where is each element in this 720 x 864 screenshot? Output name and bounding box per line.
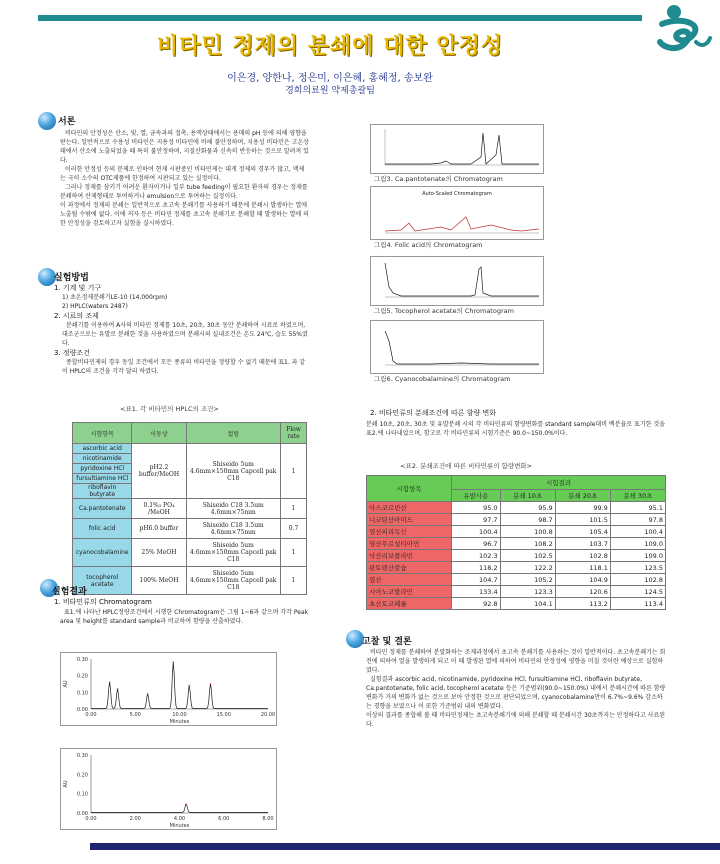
tocopherol-acetate-chromatogram bbox=[370, 256, 544, 306]
table2-value: 101.5 bbox=[555, 514, 610, 526]
fig6-caption: 그림6. Cyanocobalamine의 Chromatogram bbox=[374, 375, 511, 383]
table2-value: 92.8 bbox=[452, 598, 501, 610]
intro-p4: 이 과정에서 정제의 분쇄는 일반적으로 초고속 분쇄기를 사용하기 때문에 분쇄시 발생하는 열에 노출될 수밖에 없다. 이에 저자 등은 비타민 정제를 초고속 분쇄기로 분쇄할 때 발생하는 열에 의한 안정성을 검토하고자 실험을 실시하였다. bbox=[60, 202, 309, 227]
peak-marker bbox=[109, 682, 111, 684]
table1-column: Shiseido C18 3.5um 4.6mm×75mm bbox=[186, 519, 280, 539]
x-axis-label: Minutes bbox=[169, 823, 190, 829]
chromatogram-chart-1 bbox=[60, 652, 277, 726]
fig4-caption: 그림4. Folic acid의 Chromatogram bbox=[374, 241, 483, 249]
y-tick-label: 0.00 bbox=[76, 707, 88, 713]
table2-value: 100.4 bbox=[610, 526, 665, 538]
table2-subheader: 분쇄 10초 bbox=[500, 490, 555, 502]
table1-header: 이동상 bbox=[132, 423, 186, 444]
table2-value: 109.0 bbox=[610, 538, 665, 550]
table1-column: Shiseido 5um 4.6mm×150mm Capcell pak C18 bbox=[186, 444, 280, 499]
results-s2: 2. 비타민류의 분쇄조건에 따른 함량 변화 bbox=[370, 409, 496, 417]
fig4-inner-title: Auto-Scaled Chromatogram bbox=[422, 191, 492, 197]
peak-marker bbox=[188, 685, 190, 687]
fig5-caption: 그림5. Tocopherol acetate의 Chromatogram bbox=[374, 307, 514, 315]
table2-item: 시아노코발라민 bbox=[367, 586, 452, 598]
section-bullet-icon bbox=[38, 112, 56, 130]
y-tick-label: 0.20 bbox=[76, 772, 88, 779]
table2-value: 123.5 bbox=[610, 562, 665, 574]
table2-row bbox=[367, 598, 666, 610]
table2-item: 니코틴산아미드 bbox=[367, 514, 452, 526]
table1-mobile-phase: 100% MeOH bbox=[132, 567, 186, 595]
table2-group-header: 시험결과 bbox=[452, 476, 666, 490]
chromatogram-trace bbox=[91, 804, 268, 812]
table2-value: 123.3 bbox=[500, 586, 555, 598]
table1-flow: 1 bbox=[280, 444, 306, 499]
table1-mobile-phase: pH6.0 buffer bbox=[132, 519, 186, 539]
results-s2-text: 분쇄 10초, 20초, 30초 및 유발분쇄 시의 각 비타민류의 함량변화를 standard sample대비 백분율로 표기한 것을 표2.에 나타내었으며, 함고로 각 비타민류의 시험기준은 90.0~150.0%이다. bbox=[366, 421, 665, 437]
table1-mobile-phase: pH2.2 buffer/MeOH bbox=[132, 444, 186, 499]
table2-value: 95.0 bbox=[452, 502, 501, 514]
table1-column: Shiseido 5um 4.6mm×150mm Capcell pak C18 bbox=[186, 567, 280, 595]
table2-value: 118.2 bbox=[452, 562, 501, 574]
table2-item: 낙산리보플라빈 bbox=[367, 550, 452, 562]
x-tick-label: 0.00 bbox=[85, 712, 97, 718]
results-p: 표1.에 나타난 HPLC정량조건에서 시행한 Chromatogram은 그림 1~6과 같으며 각각 Peak area 및 height를 standard sample과 비교하여 함량을 산출하였다. bbox=[60, 609, 309, 625]
table2-row bbox=[367, 562, 666, 574]
table1-item: pyridoxine HCl bbox=[73, 464, 132, 474]
y-tick-label: 0.10 bbox=[76, 690, 88, 697]
table1-flow: 0.7 bbox=[280, 519, 306, 539]
table2-value: 124.5 bbox=[610, 586, 665, 598]
x-tick-label: 10.00 bbox=[172, 712, 187, 718]
conclusion-p3: 이상의 결과를 종합해 볼 때 비타민정제는 초고속분쇄기에 의해 분쇄할 때 분쇄시간 30초까지는 안정하다고 사료된다. bbox=[366, 712, 666, 728]
x-tick-label: 6.00 bbox=[218, 816, 230, 822]
x-tick-label: 5.00 bbox=[129, 712, 141, 718]
authors: 이은경, 양한나, 정은미, 이은혜, 홍혜정, 송보완 bbox=[227, 73, 433, 84]
content-change-table bbox=[366, 475, 666, 610]
conclusion-text bbox=[366, 648, 668, 729]
peak-marker bbox=[185, 804, 187, 806]
table1-header: Flow rate bbox=[280, 423, 306, 444]
table2-row bbox=[367, 526, 666, 538]
table2-value: 120.6 bbox=[555, 586, 610, 598]
y-tick-label: 0.30 bbox=[76, 657, 88, 663]
intro-text bbox=[60, 129, 310, 228]
table2-row bbox=[367, 574, 666, 586]
table2-caption: <표2. 분쇄조건에 따른 비타민류의 함량변화> bbox=[400, 462, 533, 470]
methods-s1b: 2) HPLC(waters 2487) bbox=[62, 303, 128, 310]
bottom-accent-bar bbox=[90, 843, 720, 850]
intro-p1: 비타민의 안정성은 산소, 빛, 열, 금속과의 접촉, 용액상태에서는 용매의 pH 등에 의해 영향을 받는다. 일반적으로 수용성 비타민은 지용성 비타민에 비해 불안정하며, 지용성 비타민은 고온상태에서 산소에 노출되었을 때 특히 불안정하며, 지질산화물과 신속히 반응하는 것으로 알려져 있다. bbox=[60, 130, 309, 164]
table1-column: Shiseido C18 3.5um 4.6mm×75mm bbox=[186, 499, 280, 519]
y-tick-label: 0.10 bbox=[76, 791, 88, 798]
intro-heading: 서론 bbox=[58, 117, 76, 127]
table2-subheader: 분쇄 30초 bbox=[610, 490, 665, 502]
table1-column: Shiseido 5um 4.6mm×150mm Capcell pak C18 bbox=[186, 539, 280, 567]
affiliation: 경희의료원 약제총괄팀 bbox=[285, 86, 375, 96]
top-accent-bar bbox=[38, 15, 642, 21]
methods-heading: 실험방법 bbox=[54, 273, 89, 283]
table1-flow: 1 bbox=[280, 539, 306, 567]
table2-value: 102.5 bbox=[500, 550, 555, 562]
table2-value: 102.3 bbox=[452, 550, 501, 562]
chromatogram-chart-2 bbox=[60, 748, 277, 830]
table1-header: 컬럼 bbox=[186, 423, 280, 444]
table2-value: 99.9 bbox=[555, 502, 610, 514]
peak-marker bbox=[173, 662, 175, 664]
table2-value: 95.9 bbox=[500, 502, 555, 514]
table1-flow: 1 bbox=[280, 499, 306, 519]
table2-value: 97.7 bbox=[452, 514, 501, 526]
methods-body bbox=[54, 283, 310, 376]
cyanocobalamine-chromatogram bbox=[370, 320, 544, 374]
table2-item: 엽산 bbox=[367, 574, 452, 586]
x-tick-label: 20.00 bbox=[260, 712, 276, 718]
table2-value: 102.8 bbox=[555, 550, 610, 562]
intro-p2: 이러한 안정성 등의 문제로 인하여 현재 시판중인 비타민제는 대게 정제의 경우가 많고, 액제는 극히 소수의 OTC제품에 한정하여 시판되고 있는 실정이다. bbox=[60, 166, 305, 182]
table2-item: 판토텐산칼슘 bbox=[367, 562, 452, 574]
conclusion-p1: 비타민 정제를 분쇄하여 분말화하는 조제과정에서 초고속 분쇄기를 사용하는 것이 일반적이다. 초고속분쇄기는 회전에 의하여 열을 발생하게 되고 이 때 발생된 열에 의하여 비타민의 안정성에 영향을 미칠 것이란 예상으로 실험하였다. bbox=[366, 649, 666, 674]
table2-value: 105.4 bbox=[555, 526, 610, 538]
table2-item-header: 시험항목 bbox=[367, 476, 452, 502]
x-tick-label: 8.00 bbox=[262, 816, 274, 822]
y-tick-label: 0.00 bbox=[76, 811, 88, 817]
hplc-conditions-table bbox=[72, 422, 307, 595]
table2-item: 아스코르빈산 bbox=[367, 502, 452, 514]
chromatogram-trace bbox=[91, 662, 268, 709]
table1-item: tocopherol acetate bbox=[73, 567, 132, 595]
table2-item: 염산피리독신 bbox=[367, 526, 452, 538]
peak-marker bbox=[210, 683, 212, 685]
table1-flow: 1 bbox=[280, 567, 306, 595]
poster-title: 비타민 정제의 분쇄에 대한 안정성 bbox=[156, 34, 504, 59]
table2-value: 97.8 bbox=[610, 514, 665, 526]
table1-item: nicotinamide bbox=[73, 454, 132, 464]
x-tick-label: 4.00 bbox=[173, 816, 186, 822]
conclusion-heading: 고찰 및 결론 bbox=[362, 637, 412, 647]
x-tick-label: 2.00 bbox=[129, 816, 141, 822]
table2-value: 104.7 bbox=[452, 574, 501, 586]
table1-item: fursultiamine HCl bbox=[73, 474, 132, 484]
table2-value: 108.2 bbox=[500, 538, 555, 550]
table1-item: riboflavin butyrate bbox=[73, 484, 132, 499]
x-tick-label: 0.00 bbox=[85, 816, 97, 822]
peak-marker bbox=[117, 688, 119, 690]
table1-item: Ca.pantotenate bbox=[73, 499, 132, 519]
table1-mobile-phase: 25% MeOH bbox=[132, 539, 186, 567]
table2-value: 103.7 bbox=[555, 538, 610, 550]
table2-row bbox=[367, 538, 666, 550]
table2-value: 109.0 bbox=[610, 550, 665, 562]
table2-value: 100.8 bbox=[500, 526, 555, 538]
methods-s2p: 분쇄기를 이용하여 A사의 비타민 정제를 10초, 20초, 30초 동안 분쇄하여 시료로 하였으며, 대조군으로는 유발로 분쇄한 것을 사용하였으며 분쇄시의 실내조건은 온도 24℃, 습도 55%였다. bbox=[62, 322, 308, 347]
table2-value: 122.2 bbox=[500, 562, 555, 574]
results-heading: 실험결과 bbox=[52, 587, 87, 597]
table2-value: 98.7 bbox=[500, 514, 555, 526]
ca-pantotenate-chromatogram bbox=[370, 124, 544, 174]
fig3-caption: 그림3. Ca.pantotenate의 Chromatogram bbox=[374, 175, 503, 183]
methods-s3: 3. 정량조건 bbox=[54, 349, 90, 357]
conclusion-p2: 실험결과 ascorbic acid, nicotinamide, pyridoxine HCl, fursultiamine HCl, riboflavin butyrate, Ca.pantotenate, folic acid, tocopherol acetate 등은 기준범위(90.0~150.0%) 내에서 분쇄시간에 따른 함량변화가 거의 변화가 없는 것으로 보아 안정한 것으로 판단되었으며, cyanocobalamine만이 6.7%~9.6% 감소하는 경향을 보였으나 이 또한 기준범위 내의 변화였다. bbox=[366, 676, 666, 710]
table2-value: 113.2 bbox=[555, 598, 610, 610]
table1-item: folic acid bbox=[73, 519, 132, 539]
table2-row bbox=[367, 514, 666, 526]
intro-p3: 그러나 정제를 삼키기 어려운 환자이거나 일부 tube feeding이 필요한 환자의 경우는 정제를 분쇄하여 산제형태로 투여하거나 emulsion으로 투여하는 실정이다. bbox=[60, 184, 308, 200]
table2-row bbox=[367, 502, 666, 514]
table2-value: 118.1 bbox=[555, 562, 610, 574]
table2-value: 104.9 bbox=[555, 574, 610, 586]
table2-value: 133.4 bbox=[452, 586, 501, 598]
methods-s1: 1. 기계 및 기구 bbox=[54, 284, 102, 292]
table2-row bbox=[367, 550, 666, 562]
table2-subheader: 분쇄 20초 bbox=[555, 490, 610, 502]
table2-value: 113.4 bbox=[610, 598, 665, 610]
table1-mobile-phase: 0.1%₃ PO₄ /MeOH bbox=[132, 499, 186, 519]
table1-item: ascorbic acid bbox=[73, 444, 132, 454]
results-s1: 1. 비타민류의 Chromatogram bbox=[54, 598, 152, 606]
table2-value: 104.1 bbox=[500, 598, 555, 610]
x-tick-label: 15.00 bbox=[216, 712, 231, 718]
table2-value: 96.7 bbox=[452, 538, 501, 550]
table2-value: 102.8 bbox=[610, 574, 665, 586]
table2-row bbox=[367, 586, 666, 598]
folic-acid-chromatogram bbox=[370, 186, 544, 240]
table1-header: 시험항목 bbox=[73, 423, 132, 444]
table2-item: 염산푸르설티아민 bbox=[367, 538, 452, 550]
y-axis-label: AU bbox=[63, 780, 69, 788]
peak-marker bbox=[147, 693, 149, 695]
table2-value: 100.4 bbox=[452, 526, 501, 538]
y-axis-label: AU bbox=[63, 680, 69, 688]
table2-value: 95.1 bbox=[610, 502, 665, 514]
table1-item: cyanocobalamine bbox=[73, 539, 132, 567]
y-tick-label: 0.20 bbox=[76, 673, 88, 680]
methods-s3p: 종합비타민제의 경우 동일 조건에서 모든 종류의 비타민을 정량할 수 없기 때문에 표1. 과 같이 HPLC의 조건을 각각 달리 하였다. bbox=[62, 359, 306, 375]
methods-s2: 2. 시료의 조제 bbox=[54, 312, 99, 320]
table2-subheader: 유발사용 bbox=[452, 490, 501, 502]
methods-s1a: 1) 초온정제분쇄기LE-10 (14,000rpm) bbox=[62, 294, 168, 301]
table1-caption: <표1. 각 비타민의 HPLC의 조건> bbox=[120, 405, 219, 413]
table2-value: 105.2 bbox=[500, 574, 555, 586]
hospital-logo bbox=[652, 2, 714, 60]
x-axis-label: Minutes bbox=[169, 719, 190, 725]
table2-item: 초산토코페롤 bbox=[367, 598, 452, 610]
y-tick-label: 0.30 bbox=[76, 753, 88, 759]
